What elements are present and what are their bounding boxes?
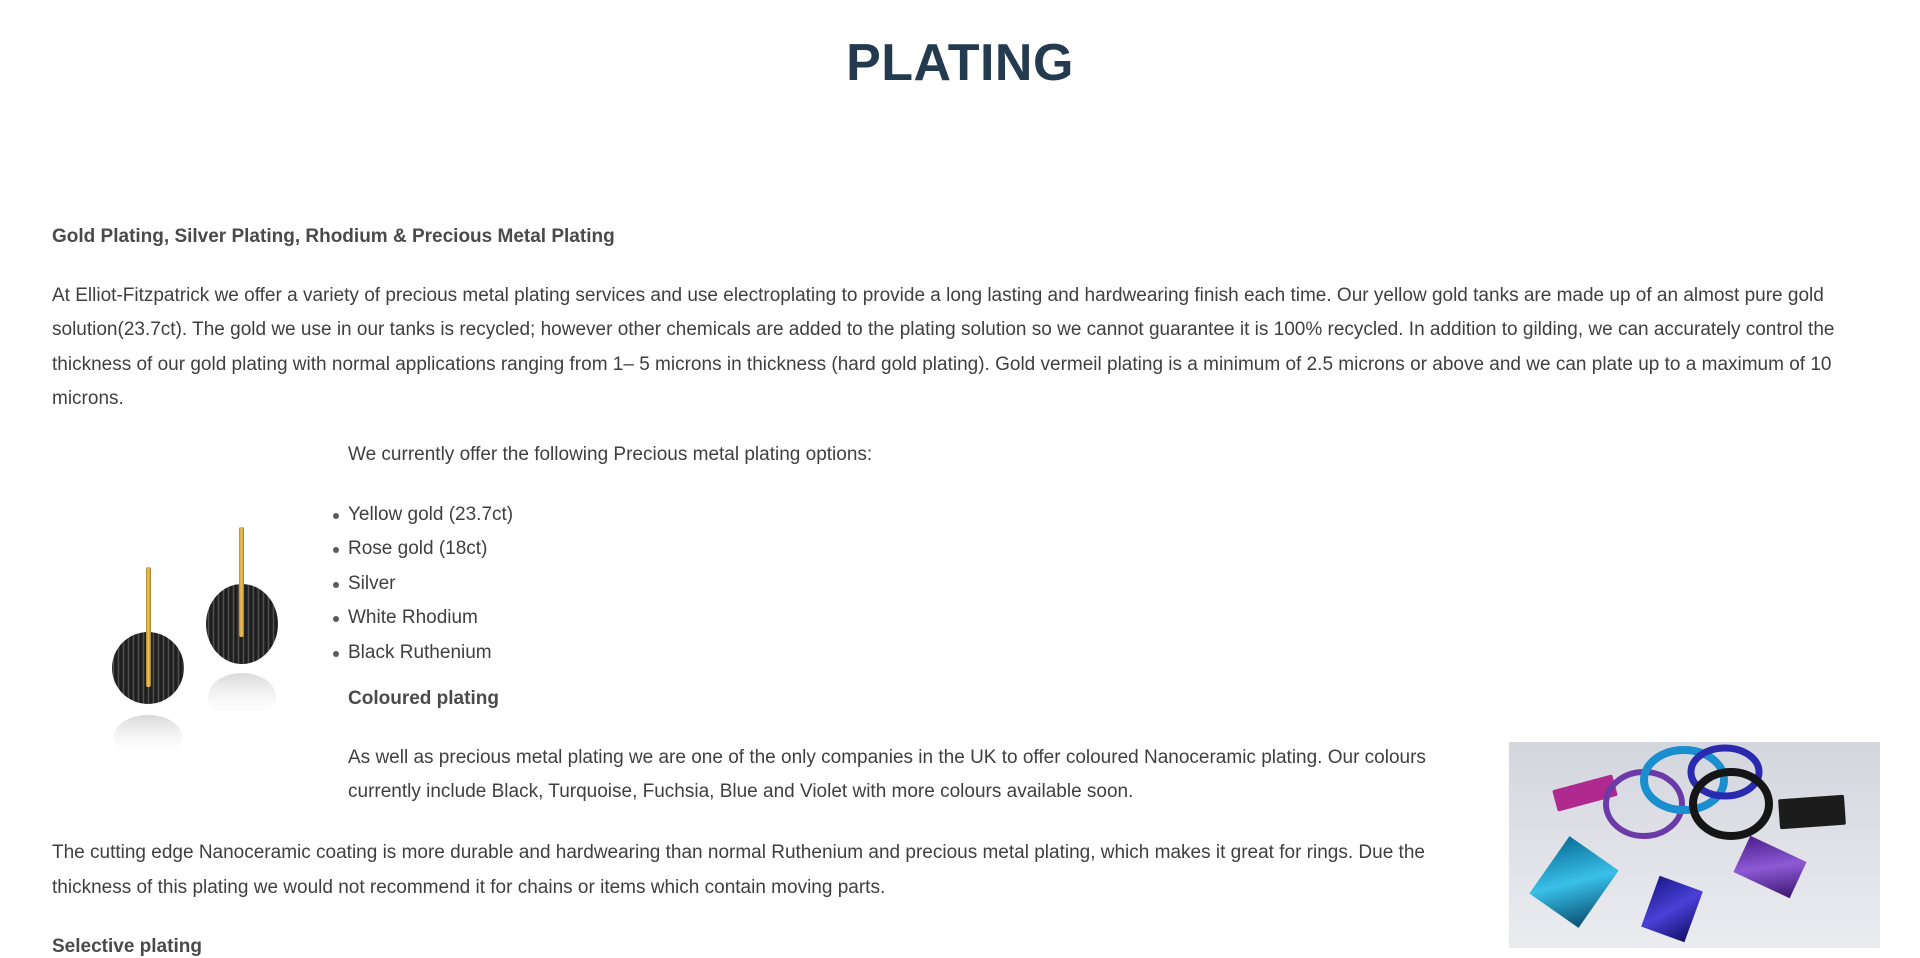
intro-section <box>52 220 1882 417</box>
coloured-plating-image <box>1509 742 1880 948</box>
intro-paragraph: At Elliot-Fitzpatrick we offer a variety of precious metal plating services and use electroplating to provide a long lasting and hardwearing finish each time. Our yellow gold tanks are made up of an almost pure gold solution(23.7ct). The gold we use in our tanks is recycled; however other chemicals are added to the plating solution so we cannot guarantee it is 100% recycled. In addition to gilding, we can accurately control the thickness of our gold plating with normal applications ranging from 1– 5 microns in thickness (hard gold plating). Gold vermeil plating is a minimum of 2.5 microns or above and we can plate up to a maximum of 10 microns. <box>52 284 1835 409</box>
coloured-heading: Coloured plating <box>348 688 499 709</box>
options-list <box>348 498 1498 671</box>
list-item: Yellow gold (23.7ct) <box>348 498 1498 533</box>
left-earring <box>112 567 184 759</box>
list-item: White Rhodium <box>348 601 1498 636</box>
coloured-paragraph: As well as precious metal plating we are one of the only companies in the UK to offer coloured Nanoceramic plating. Our colours currently include Black, Turquoise, Fuchsia, Blue and Violet with more colours available soon. <box>348 746 1426 802</box>
right-earring <box>206 527 278 721</box>
list-item: Black Ruthenium <box>348 636 1498 671</box>
earrings-image <box>96 512 296 762</box>
options-lead: We currently offer the following Precious metal plating options: <box>348 444 873 465</box>
page-title: PLATING <box>846 34 1074 92</box>
nanoceramic-paragraph: The cutting edge Nanoceramic coating is more durable and hardwearing than normal Ruthenium and precious metal plating, which makes it great for rings. Due the thickness of this plating we would not recommend it for chains or items which contain moving parts. <box>52 842 1425 898</box>
list-item: Rose gold (18ct) <box>348 532 1498 567</box>
selective-heading: Selective plating <box>52 936 202 957</box>
list-item: Silver <box>348 567 1498 602</box>
intro-heading: Gold Plating, Silver Plating, Rhodium & Precious Metal Plating <box>52 226 615 247</box>
options-section <box>348 438 1498 829</box>
